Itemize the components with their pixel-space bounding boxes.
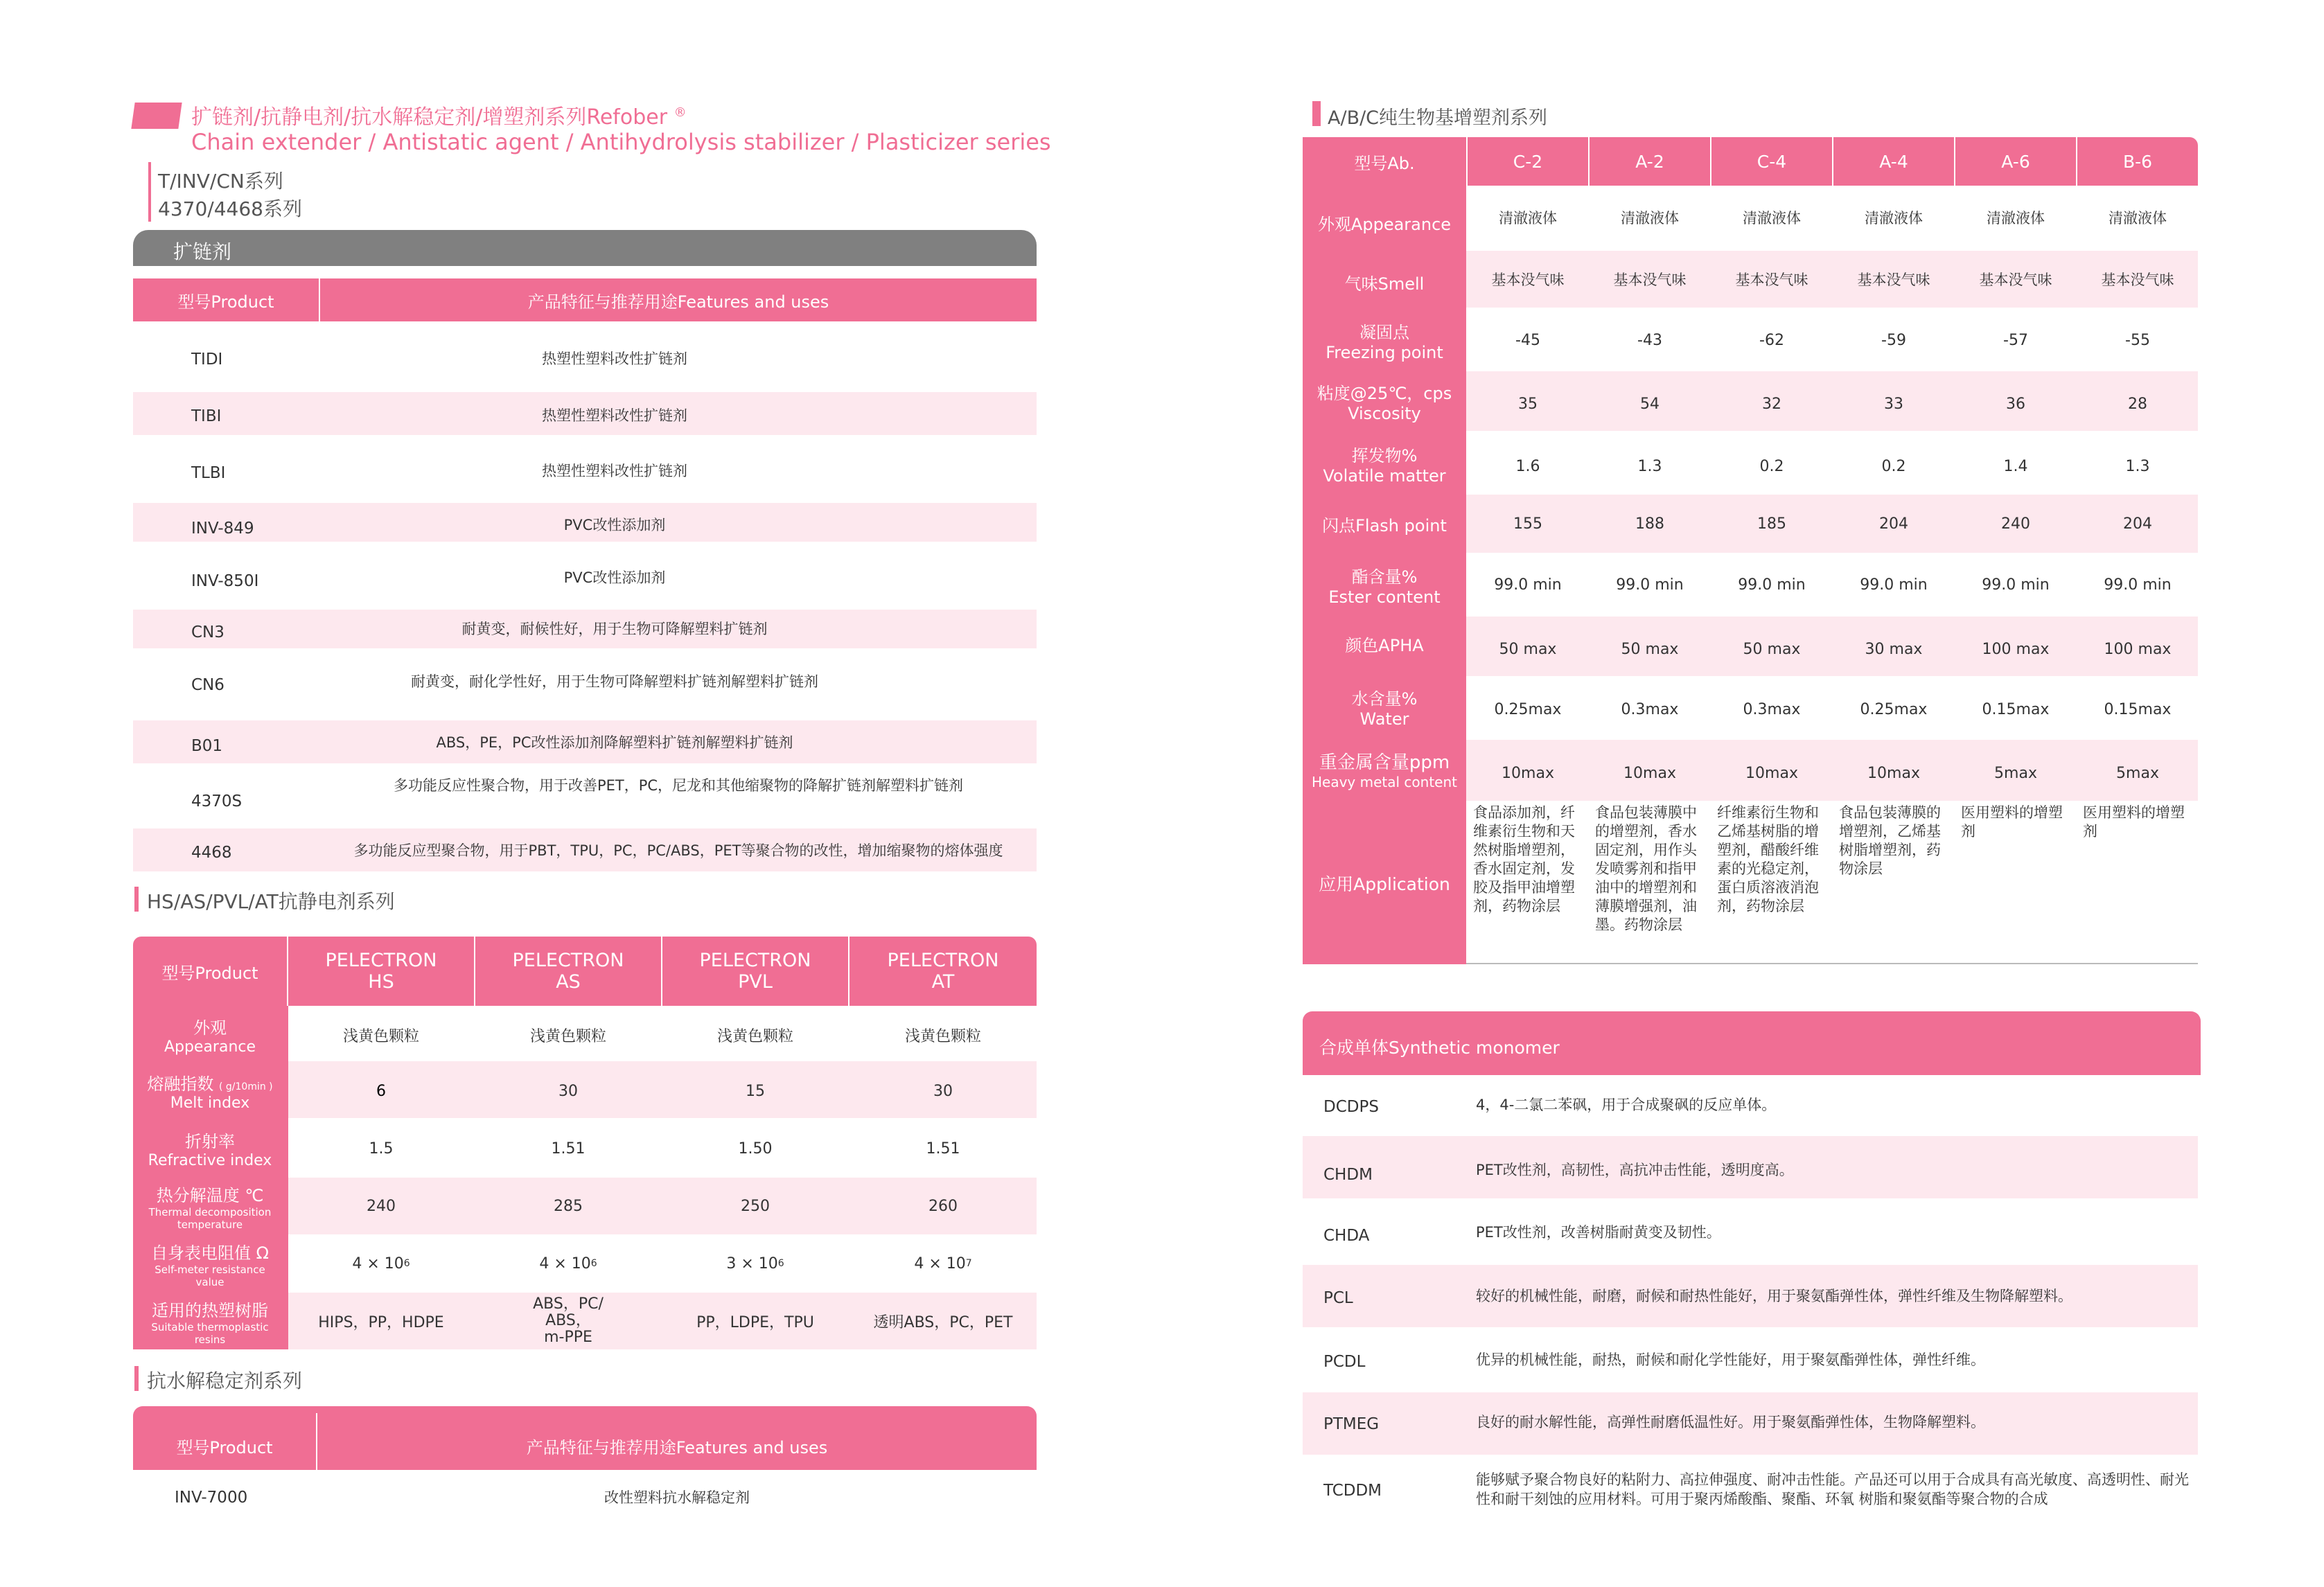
label-en: Ester content bbox=[1328, 587, 1441, 607]
product-desc: 耐黄变，耐候性好，用于生物可降解塑料扩链剂 bbox=[461, 621, 768, 637]
monomer-desc: PET改性剂，高韧性，高抗冲击性能，透明度高。 bbox=[1476, 1162, 1794, 1178]
value-cell: -59 bbox=[1881, 331, 1906, 349]
application-text: 医用塑料的增塑剂 bbox=[2083, 804, 2185, 840]
value-cell: 1.50 bbox=[738, 1140, 773, 1158]
product-desc: PVC改性添加剂 bbox=[563, 569, 666, 586]
label-cn: 闪点Flash point bbox=[1322, 515, 1447, 535]
value-cell: -55 bbox=[2125, 331, 2150, 349]
row-label-application: 应用Application bbox=[1319, 874, 1450, 894]
label-cn: 外观 bbox=[193, 1018, 227, 1038]
value-cell: 99.0 min bbox=[1860, 576, 1928, 594]
header-line-1: PELECTRON bbox=[699, 950, 811, 971]
value-cell: 基本没气味 bbox=[1979, 272, 2052, 288]
monomer-name: PTMEG bbox=[1323, 1415, 1380, 1433]
value-cell: 清澈液体 bbox=[1621, 210, 1679, 227]
value-cell: 10max bbox=[1502, 764, 1554, 782]
header-product: 型号Product bbox=[177, 292, 274, 312]
value-cell: 1.51 bbox=[926, 1140, 960, 1158]
header-pelectron-as bbox=[475, 937, 661, 1006]
value-cell: 99.0 min bbox=[1982, 576, 2050, 594]
sci-exp: 6 bbox=[590, 1258, 597, 1269]
sci-exp: 6 bbox=[777, 1258, 784, 1269]
value-cell: 清澈液体 bbox=[1743, 210, 1801, 227]
product-desc: 热塑性塑料改性扩链剂 bbox=[542, 351, 687, 367]
row-label-freezing-point bbox=[1303, 309, 1466, 371]
sci-exp: 7 bbox=[965, 1258, 972, 1269]
row-label-viscosity bbox=[1303, 371, 1466, 431]
label-unit: ( g/10min ) bbox=[218, 1081, 273, 1092]
value-cell: PP，LDPE，TPU bbox=[696, 1313, 814, 1331]
value-cell: 清澈液体 bbox=[1865, 210, 1923, 227]
label-en: Thermal decomposition bbox=[148, 1205, 272, 1218]
value-cell: 浅黄色颗粒 bbox=[716, 1027, 793, 1045]
sci-base: 3 × 10 bbox=[726, 1254, 778, 1273]
label-en: Melt index bbox=[170, 1094, 250, 1112]
header-line-1: PELECTRON bbox=[512, 950, 624, 971]
value-cell: 透明ABS，PC，PET bbox=[873, 1313, 1013, 1331]
value-cell: 0.3max bbox=[1621, 700, 1679, 718]
row-label-ester-content bbox=[1303, 554, 1466, 615]
product-desc: 改性塑料抗水解稳定剂 bbox=[604, 1489, 750, 1506]
value-cell: 1.51 bbox=[551, 1140, 586, 1158]
row-label-volatile-matter bbox=[1303, 434, 1466, 493]
value-cell: 260 bbox=[928, 1197, 958, 1215]
section-title-antistatic: HS/AS/PVL/AT抗静电剂系列 bbox=[147, 890, 395, 913]
value-cell: 32 bbox=[1762, 395, 1781, 413]
product-desc: 热塑性塑料改性扩链剂 bbox=[542, 463, 687, 479]
row-label-appearance bbox=[133, 1009, 287, 1061]
monomer-desc: 4，4-二氯二苯砜，用于合成聚砜的反应单体。 bbox=[1476, 1097, 1777, 1113]
sci-base: 4 × 10 bbox=[352, 1254, 404, 1273]
product-name: CN3 bbox=[191, 623, 225, 641]
value-cell: 100 max bbox=[1982, 640, 2050, 658]
value-cell: 0.15max bbox=[2104, 700, 2172, 718]
label-en: Suitable thermoplastic bbox=[151, 1320, 269, 1333]
header-line-1: PELECTRON bbox=[887, 950, 999, 971]
header-model: 型号Ab. bbox=[1354, 153, 1415, 173]
product-desc: PVC改性添加剂 bbox=[563, 517, 666, 533]
value-cell: 6 bbox=[376, 1082, 386, 1100]
label-cn: 外观Appearance bbox=[1317, 214, 1452, 234]
application-text: 食品包装薄膜的增塑剂，乙烯基树脂增塑剂，药物涂层 bbox=[1839, 804, 1941, 877]
value-cell: 185 bbox=[1757, 515, 1786, 533]
product-desc: 耐黄变，耐化学性好，用于生物可降解塑料扩链剂解塑料扩链剂 bbox=[411, 673, 818, 690]
product-name: INV-7000 bbox=[175, 1489, 248, 1507]
sci-base: 4 × 10 bbox=[539, 1254, 591, 1273]
value-cell: 50 max bbox=[1499, 640, 1557, 658]
label-en: Water bbox=[1359, 709, 1409, 729]
monomer-name: TCDDM bbox=[1323, 1482, 1382, 1500]
value-cell: 99.0 min bbox=[1494, 576, 1562, 594]
row-label-appearance bbox=[1303, 194, 1466, 251]
label-en: Volatile matter bbox=[1323, 466, 1446, 486]
value-cell: 清澈液体 bbox=[2109, 210, 2167, 227]
product-name: CN6 bbox=[191, 676, 225, 694]
section-title-chain-extender: 扩链剂 bbox=[173, 240, 232, 263]
header-line-2: HS bbox=[368, 971, 394, 993]
section-title-monomer: 合成单体Synthetic monomer bbox=[1319, 1038, 1560, 1058]
value-cell: 5max bbox=[1994, 764, 2037, 782]
row-label-flash-point bbox=[1303, 495, 1466, 553]
value-cell: 50 max bbox=[1621, 640, 1679, 658]
section-title-abc: A/B/C纯生物基增塑剂系列 bbox=[1328, 107, 1548, 129]
value-cell: 30 bbox=[933, 1082, 953, 1100]
product-desc: ABS，PE，PC改性添加剂降解塑料扩链剂解塑料扩链剂 bbox=[436, 734, 793, 751]
header-c-4: C-4 bbox=[1757, 151, 1787, 172]
product-name: TLBI bbox=[191, 464, 226, 482]
value-cell: 204 bbox=[1879, 515, 1908, 533]
row-label-suitable-resins bbox=[133, 1293, 287, 1349]
product-name: B01 bbox=[191, 737, 223, 755]
value-cell: 99.0 min bbox=[2104, 576, 2172, 594]
label-cn: 水含量% bbox=[1351, 689, 1418, 709]
header-a-2: A-2 bbox=[1635, 151, 1664, 172]
label-cn: 气味Smell bbox=[1344, 274, 1425, 294]
value-cell: 清澈液体 bbox=[1987, 210, 2045, 227]
subtitle-accent-bar bbox=[148, 162, 151, 222]
value-cell: ABS，PC/ ABS， m-PPE bbox=[533, 1295, 604, 1346]
value-cell: 10max bbox=[1623, 764, 1676, 782]
header-a-4: A-4 bbox=[1879, 151, 1908, 172]
value-cell bbox=[288, 1236, 474, 1291]
value-cell: 250 bbox=[741, 1197, 770, 1215]
value-cell: 10max bbox=[1745, 764, 1798, 782]
value-cell: 浅黄色颗粒 bbox=[904, 1027, 981, 1045]
label-cn: 自身表电阻值 Ω bbox=[151, 1243, 269, 1263]
label-en: Self-meter resistance bbox=[155, 1263, 265, 1276]
monomer-desc: 较好的机械性能，耐磨，耐候和耐热性能好，用于聚氨酯弹性体，弹性纤维及生物降解塑料。 bbox=[1476, 1288, 2072, 1304]
application-text: 医用塑料的增塑剂 bbox=[1961, 804, 2063, 840]
monomer-desc: 优异的机械性能，耐热，耐候和耐化学性能好，用于聚氨酯弹性体，弹性纤维。 bbox=[1476, 1351, 1985, 1368]
product-desc: 热塑性塑料改性扩链剂 bbox=[542, 407, 687, 424]
section-accent-antistatic bbox=[134, 887, 139, 912]
header-line-2: PVL bbox=[738, 971, 773, 993]
product-desc: 多功能反应型聚合物，用于PBT，TPU，PC，PC/ABS，PET等聚合物的改性，增加缩聚物的熔体强度 bbox=[353, 842, 1003, 859]
product-name: INV-850I bbox=[191, 572, 259, 590]
header-c-2: C-2 bbox=[1513, 151, 1543, 172]
header-pelectron-pvl bbox=[662, 937, 848, 1006]
value-cell: 清澈液体 bbox=[1499, 210, 1557, 227]
header-a-6: A-6 bbox=[2001, 151, 2030, 172]
label-cn: 酯含量% bbox=[1351, 567, 1418, 587]
value-cell: -62 bbox=[1759, 331, 1784, 349]
value-cell: -45 bbox=[1515, 331, 1540, 349]
header-line-1: PELECTRON bbox=[325, 950, 437, 971]
value-cell: 浅黄色颗粒 bbox=[529, 1027, 606, 1045]
header-product: 型号Product bbox=[176, 1437, 273, 1457]
value-cell: 1.5 bbox=[369, 1140, 394, 1158]
sci-exp: 6 bbox=[403, 1258, 410, 1269]
value-cell: 204 bbox=[2123, 515, 2152, 533]
application-text: 食品添加剂，纤维素衍生物和天然树脂增塑剂，香水固定剂，发胶及指甲油增塑剂，药物涂层 bbox=[1473, 804, 1575, 914]
value-cell: 1.3 bbox=[1637, 457, 1662, 475]
value-cell: 30 max bbox=[1865, 640, 1923, 658]
monomer-name: PCL bbox=[1323, 1289, 1353, 1307]
value-cell: 99.0 min bbox=[1738, 576, 1806, 594]
series-label-2: 4370/4468系列 bbox=[158, 197, 302, 220]
monomer-desc: 能够赋予聚合物良好的粘附力、高拉伸强度、耐冲击性能。产品还可以用于合成具有高光敏度、高透明性、耐光性和耐干刻蚀的应用材料。可用于聚丙烯酸酯、聚酯、环氧 树脂和聚氨酯等聚合物的合成 bbox=[1476, 1471, 2189, 1507]
label-en-2: temperature bbox=[177, 1218, 243, 1231]
label-cn: 折射率 bbox=[185, 1132, 235, 1151]
product-name: 4370S bbox=[191, 792, 243, 810]
section-title-hydrolysis: 抗水解稳定剂系列 bbox=[147, 1369, 303, 1392]
header-product: 型号Product bbox=[161, 963, 258, 983]
value-cell: 基本没气味 bbox=[1491, 272, 1565, 288]
label-en: Heavy metal content bbox=[1312, 773, 1457, 790]
value-cell: 0.15max bbox=[1982, 700, 2050, 718]
section-accent-abc bbox=[1312, 101, 1321, 126]
value-cell: 0.2 bbox=[1881, 457, 1906, 475]
label-cn: 挥发物% bbox=[1351, 445, 1418, 466]
value-cell: 基本没气味 bbox=[1857, 272, 1930, 288]
row-label-color bbox=[1303, 614, 1466, 673]
value-cell: 基本没气味 bbox=[1613, 272, 1687, 288]
value-cell: 1.6 bbox=[1515, 457, 1540, 475]
page-title bbox=[191, 100, 687, 130]
label-en: Appearance bbox=[164, 1038, 256, 1056]
label-en: Refractive index bbox=[148, 1152, 272, 1169]
monomer-desc: 良好的耐水解性能，高弹性耐磨低温性好。用于聚氨酯弹性体，生物降解塑料。 bbox=[1476, 1414, 1985, 1430]
monomer-desc: PET改性剂，改善树脂耐黄变及韧性。 bbox=[1476, 1224, 1721, 1241]
label-cn: 粘度@25℃，cps bbox=[1317, 383, 1452, 403]
value-cell: 35 bbox=[1518, 395, 1538, 413]
section-bar-chain-extender bbox=[133, 230, 1037, 266]
label-cn-line bbox=[147, 1070, 272, 1094]
table-bottom-rule bbox=[1466, 963, 2198, 964]
title-cn: 扩链剂/抗静电剂/抗水解稳定剂/增塑剂系列Refober bbox=[191, 105, 668, 130]
value-cell: HIPS，PP，HDPE bbox=[318, 1313, 444, 1331]
product-name: TIDI bbox=[191, 351, 223, 369]
value-cell: 0.25max bbox=[1860, 700, 1928, 718]
product-desc: 多功能反应性聚合物，用于改善PET，PC，尼龙和其他缩聚物的降解扩链剂解塑料扩链剂 bbox=[393, 777, 964, 794]
value-cell: -43 bbox=[1637, 331, 1662, 349]
value-cell: 基本没气味 bbox=[2101, 272, 2174, 288]
title-marker bbox=[131, 103, 182, 129]
value-cell: 0.25max bbox=[1494, 700, 1562, 718]
application-text: 食品包装薄膜中的增塑剂，香水固定剂，用作头发喷雾剂和指甲油中的增塑剂和薄膜增强剂，油墨。药物涂层 bbox=[1595, 804, 1697, 933]
header-pelectron-at bbox=[850, 937, 1037, 1006]
row-label-smell bbox=[1303, 254, 1466, 310]
product-name: TIBI bbox=[191, 407, 222, 425]
monomer-name: DCDPS bbox=[1323, 1098, 1379, 1116]
value-cell: 100 max bbox=[2104, 640, 2172, 658]
value-cell: 50 max bbox=[1743, 640, 1801, 658]
value-cell: 99.0 min bbox=[1616, 576, 1684, 594]
label-cn: 热分解温度 ℃ bbox=[156, 1185, 264, 1205]
row-label-thermal-decomposition bbox=[133, 1178, 287, 1234]
label-cn: 重金属含量ppm bbox=[1319, 752, 1450, 773]
registered-mark: ® bbox=[674, 105, 687, 120]
value-cell: 188 bbox=[1635, 515, 1664, 533]
header-line-2: AS bbox=[556, 971, 581, 993]
label-cn: 凝固点 bbox=[1359, 322, 1409, 342]
value-cell: 1.4 bbox=[2003, 457, 2028, 475]
row-label-melt-index bbox=[133, 1064, 287, 1118]
application-text: 纤维素衍生物和乙烯基树脂的增塑剂，醋酸纤维素的光稳定剂，蛋白质溶液消泡剂，药物涂层 bbox=[1717, 804, 1819, 914]
value-cell: 240 bbox=[2001, 515, 2030, 533]
page-subtitle: Chain extender / Antistatic agent / Antihydrolysis stabilizer / Plasticizer series bbox=[191, 129, 1051, 155]
value-cell: -57 bbox=[2003, 331, 2028, 349]
label-en: Viscosity bbox=[1348, 403, 1421, 423]
value-cell: 36 bbox=[2006, 395, 2025, 413]
sci-base: 4 × 10 bbox=[914, 1254, 966, 1273]
monomer-name: CHDM bbox=[1323, 1166, 1373, 1184]
monomer-name: CHDA bbox=[1323, 1227, 1370, 1245]
row-label-refractive-index bbox=[133, 1121, 287, 1176]
value-cell: 54 bbox=[1640, 395, 1660, 413]
label-en: Freezing point bbox=[1326, 342, 1443, 362]
row-label-heavy-metal bbox=[1303, 737, 1466, 801]
value-cell: 155 bbox=[1513, 515, 1542, 533]
value-cell: 30 bbox=[558, 1082, 578, 1100]
product-name: 4468 bbox=[191, 844, 232, 862]
header-b-6: B-6 bbox=[2122, 151, 2153, 172]
label-cn: 熔融指数 bbox=[147, 1074, 214, 1094]
value-cell: 15 bbox=[746, 1082, 765, 1100]
monomer-name: PCDL bbox=[1323, 1353, 1366, 1371]
series-label-1: T/INV/CN系列 bbox=[158, 170, 283, 193]
label-cn: 适用的热塑树脂 bbox=[152, 1300, 268, 1320]
value-cell: 0.3max bbox=[1743, 700, 1801, 718]
row-label-surface-resistance bbox=[133, 1236, 287, 1291]
header-pelectron-hs bbox=[288, 937, 474, 1006]
label-en-2: value bbox=[195, 1275, 225, 1288]
row-label-water bbox=[1303, 676, 1466, 737]
value-cell: 285 bbox=[554, 1197, 583, 1215]
label-en-2: resins bbox=[194, 1333, 226, 1346]
value-cell: 基本没气味 bbox=[1735, 272, 1808, 288]
header-features: 产品特征与推荐用途Features and uses bbox=[526, 1437, 828, 1457]
value-cell: 33 bbox=[1884, 395, 1903, 413]
value-cell bbox=[662, 1236, 848, 1291]
value-cell: 0.2 bbox=[1759, 457, 1784, 475]
section-accent-hydrolysis bbox=[134, 1366, 139, 1391]
value-cell: 1.3 bbox=[2125, 457, 2150, 475]
value-cell bbox=[850, 1236, 1037, 1291]
header-features: 产品特征与推荐用途Features and uses bbox=[527, 292, 829, 312]
header-line-2: AT bbox=[931, 971, 955, 993]
value-cell bbox=[475, 1236, 661, 1291]
value-cell: 浅黄色颗粒 bbox=[342, 1027, 419, 1045]
product-name: INV-849 bbox=[191, 520, 254, 538]
label-cn: 颜色APHA bbox=[1345, 635, 1424, 655]
value-cell: 240 bbox=[367, 1197, 396, 1215]
value-cell: 28 bbox=[2128, 395, 2147, 413]
value-cell: 5max bbox=[2116, 764, 2159, 782]
value-cell: 10max bbox=[1867, 764, 1920, 782]
